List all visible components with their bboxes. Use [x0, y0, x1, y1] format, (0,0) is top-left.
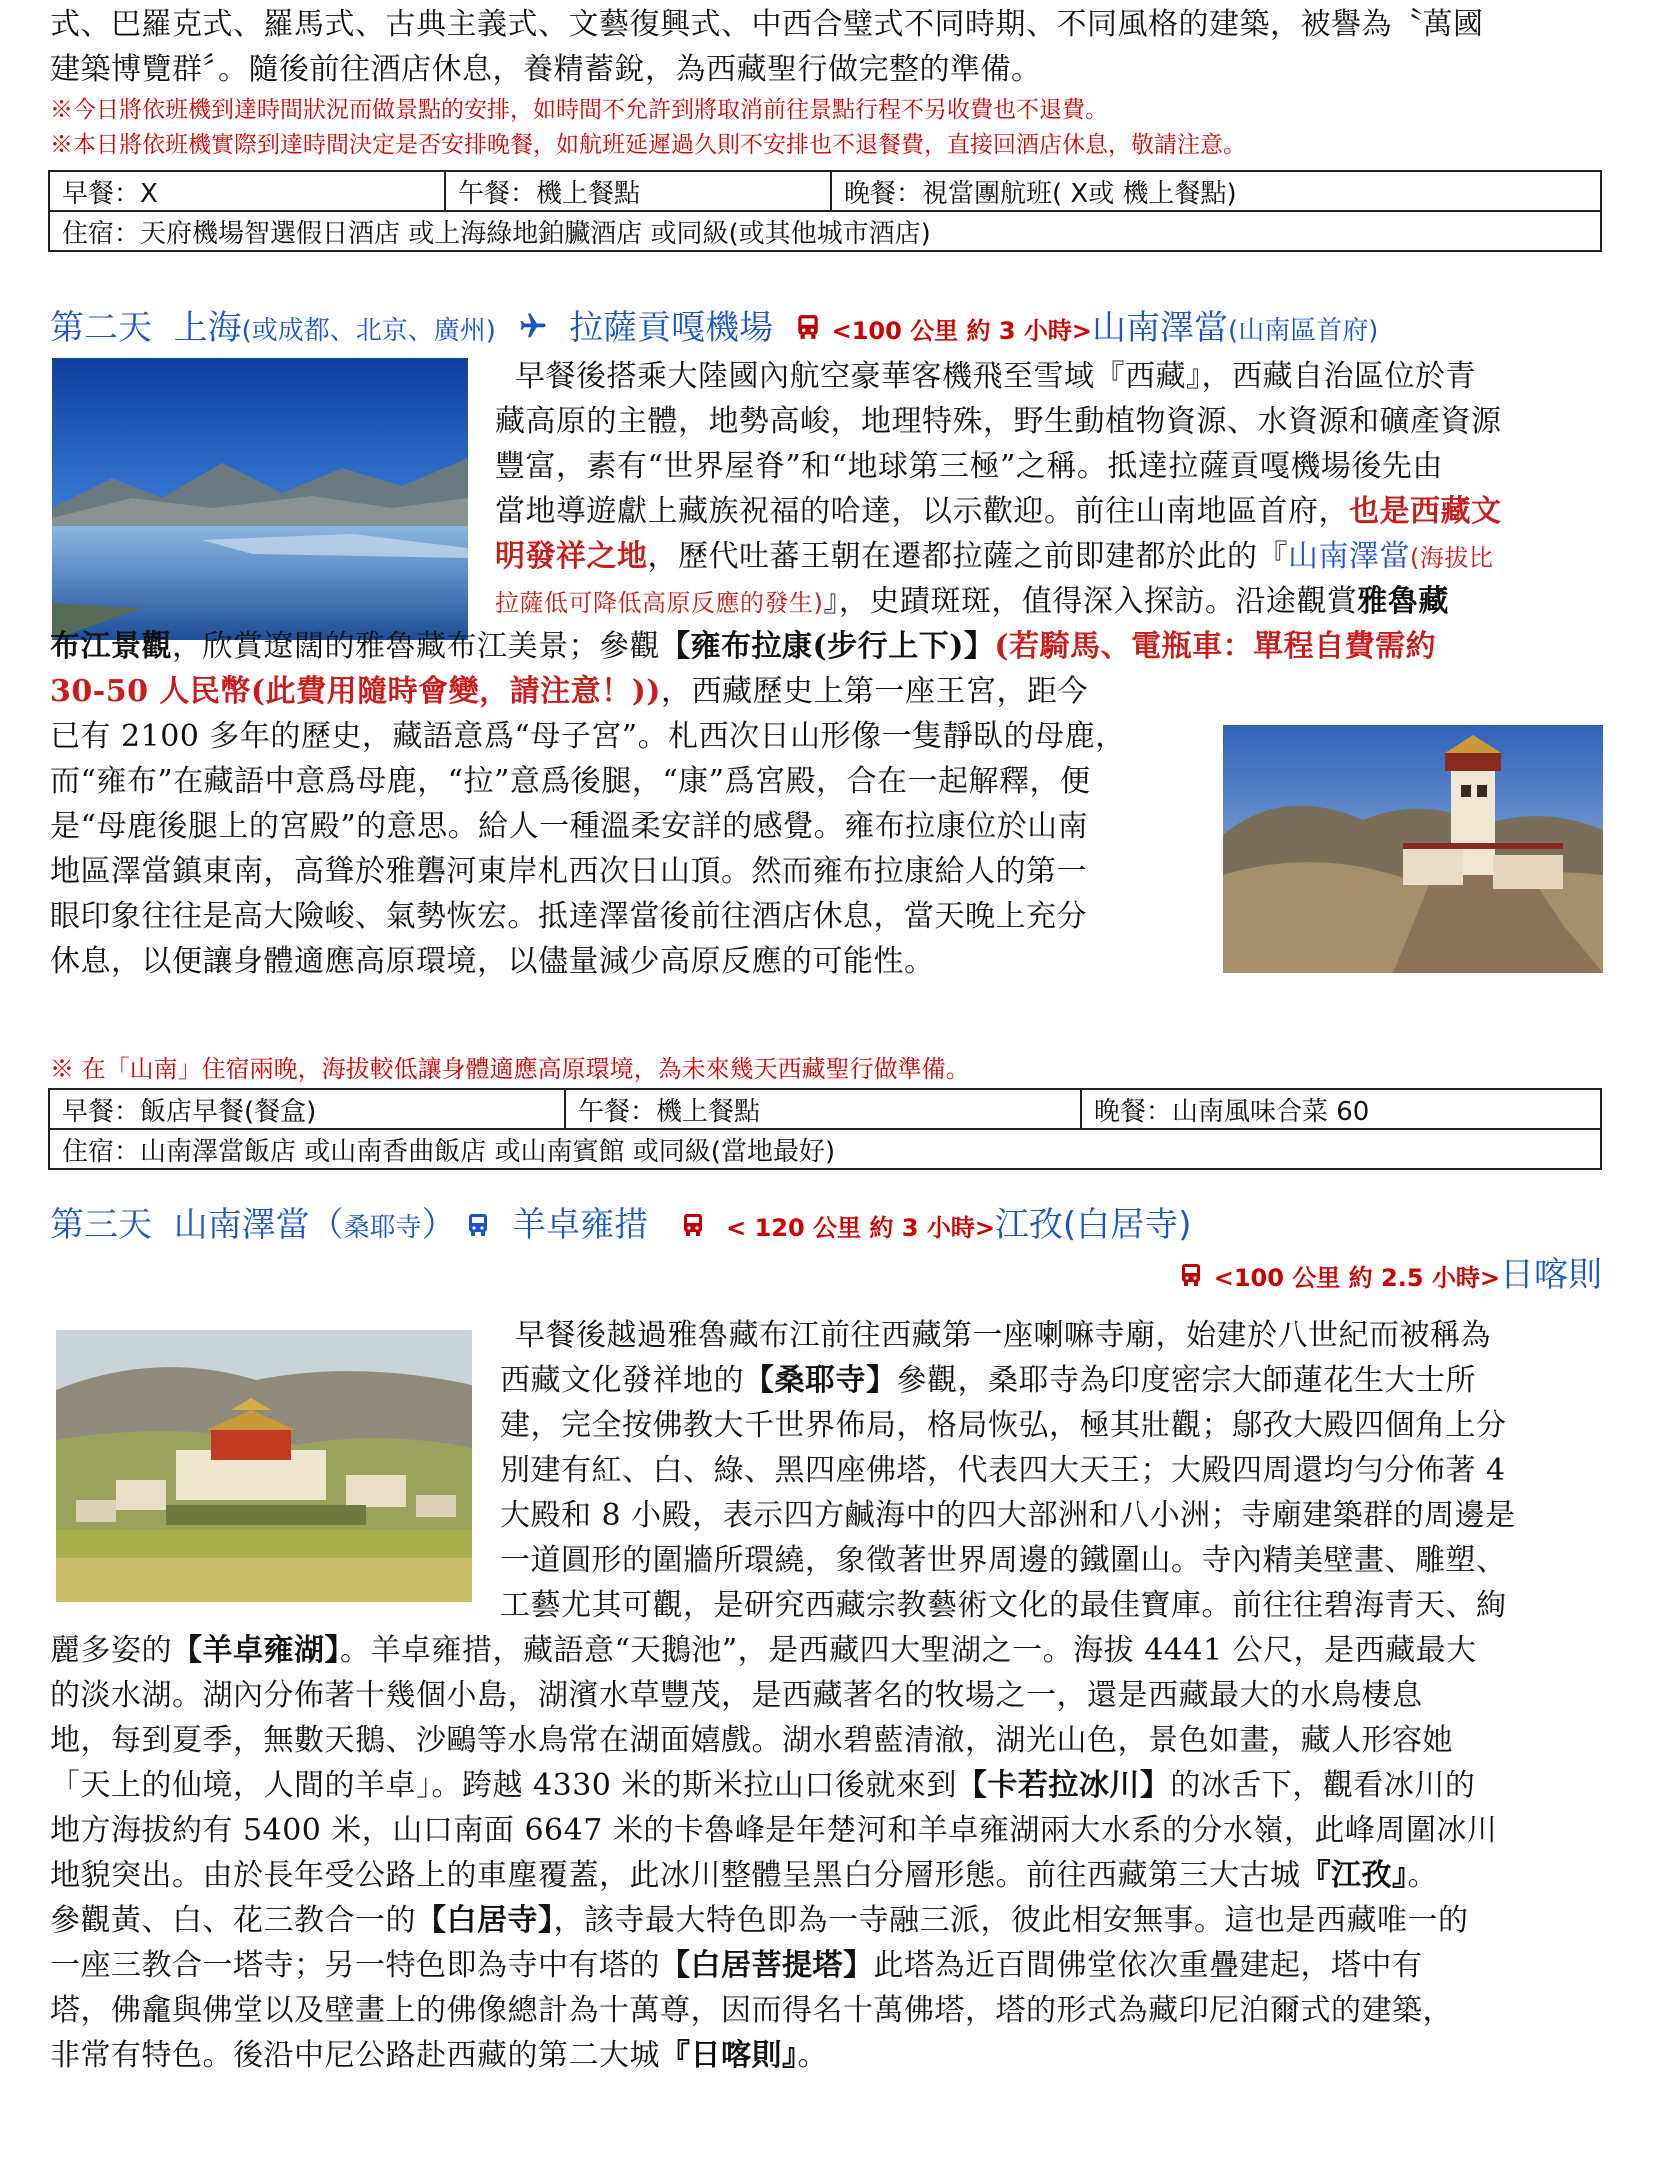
day3-from-close: ）	[421, 1205, 456, 1245]
day3-label: 第三天	[50, 1205, 152, 1245]
day2-fee-note-b: 30-50 人民幣(此費用隨時會變，請注意！))	[50, 674, 661, 709]
day2-line-13: 眼印象往往是高大險峻、氣勢恢宏。抵達澤當後前往酒店休息，當天晚上充分	[50, 899, 1087, 934]
day3-line-6: 一道圓形的圍牆所環繞，象徵著世界周邊的鐵圍山。寺內精美壁畫、雕塑、	[500, 1543, 1507, 1578]
day3-line-5: 大殿和 8 小殿，表示四方鹹海中的四大部洲和八小洲；寺廟建築群的周邊是	[500, 1498, 1516, 1533]
day2-distance: <100 公里 約 3 小時>	[831, 317, 1093, 345]
day3-karola: 【卡若拉冰川】	[956, 1768, 1171, 1803]
day3-line-14-a: 參觀黃、白、花三教合一的	[50, 1903, 416, 1938]
day3-line-7: 工藝尤其可觀，是研究西藏宗教藝術文化的最佳寶庫。前往往碧海青天、絢	[500, 1588, 1507, 1623]
day2-dest-note: (山南區首府)	[1228, 316, 1379, 346]
day2-line-14: 休息，以便讓身體適應高原環境，以儘量減少高原反應的可能性。	[50, 944, 935, 979]
day3-line-16: 塔，佛龕與佛堂以及壁畫上的佛像總計為十萬尊，因而得名十萬佛塔，塔的形式為藏印尼泊爾式的建築，	[50, 1993, 1453, 2028]
day3-line-17-c: 。	[797, 2038, 828, 2073]
intro-note-2: ※本日將依班機實際到達時間決定是否安排晚餐，如航班延遲過久則不安排也不退餐費，直接回酒店休息，敬請注意。	[50, 132, 1246, 158]
intro-line-2: 建築博覽群〞。隨後前往酒店休息，養精蓄銳，為西藏聖行做完整的準備。	[50, 52, 1042, 87]
day3-title-line2	[1179, 1250, 1602, 1303]
day3-shigatse: 『日喀則』	[660, 2038, 798, 2073]
intro-line-1: 式、巴羅克式、羅馬式、古典主義式、文藝復興式、中西合璧式不同時期、不同風格的建築，被譽為〝萬國	[50, 7, 1484, 42]
day3-line-9: 的淡水湖。湖內分佈著十幾個小島，湖濱水草豐茂，是西藏著名的牧場之一，還是西藏最大的水鳥棲息	[50, 1678, 1423, 1713]
day2-line-4	[495, 489, 1502, 534]
day3-line-2	[500, 1358, 1476, 1403]
day3-palcho: 【白居寺】	[416, 1903, 554, 1938]
day3-line-17-a: 非常有特色。後沿中尼公路赴西藏的第二大城	[50, 2038, 660, 2073]
dinner-cell: 晚餐：視當團航班( X或 機上餐點)	[831, 171, 1601, 211]
day2-line-12: 地區澤當鎮東南，高聳於雅礱河東岸札西次日山頂。然而雍布拉康給人的第一	[50, 854, 1087, 889]
breakfast-cell: 早餐：X	[49, 171, 445, 211]
day3-dest-1: 江孜(白居寺)	[994, 1205, 1192, 1245]
day3-line-15-c: 此塔為近百間佛堂依次重疊建起，塔中有	[873, 1948, 1423, 1983]
day3-line-8	[50, 1628, 1477, 1673]
day3-line-1: 早餐後越過雅魯藏布江前往西藏第一座喇嘛寺廟，始建於八世紀而被稱為	[515, 1318, 1491, 1353]
day2-line-6	[495, 579, 1449, 626]
day2-yarlung-b: 布江景觀	[50, 629, 172, 664]
bus-icon	[466, 1202, 490, 1252]
intro-note-1: ※今日將依班機到達時間狀況而做景點的安排，如時間不允許到將取消前往景點行程不另收費也不退費。	[50, 97, 1108, 123]
day2-from: 上海	[173, 308, 242, 348]
day3-distance-1: < 120 公里 約 3 小時>	[726, 1214, 995, 1242]
day3-line-14	[50, 1898, 1469, 1943]
day2-line-7	[50, 624, 1436, 669]
day2-line-8-text: ，西藏歷史上第一座王宮，距今	[660, 674, 1088, 709]
day3-line-11	[50, 1763, 1475, 1808]
day2-from-note: (或成都、北京、廣州)	[241, 316, 496, 346]
day3-line-2-c: 參觀，桑耶寺為印度密宗大師蓮花生大士所	[896, 1363, 1476, 1398]
day3-line-13-c: 。	[1407, 1858, 1438, 1893]
day2-altitude-note-b: 拉薩低可降低高原反應的發生)	[495, 589, 824, 617]
day2-highlight-birthplace-a: 也是西藏文	[1349, 494, 1502, 529]
hotel-cell: 住宿：天府機場智選假日酒店 或上海綠地鉑臟酒店 或同級(或其他城市酒店)	[49, 211, 1601, 251]
palace-photo	[1223, 725, 1603, 973]
day3-line-15-a: 一座三教合一塔寺；另一特色即為寺中有塔的	[50, 1948, 660, 1983]
day2-line-7-text: ，欣賞遼闊的雅魯藏布江美景；參觀	[172, 629, 660, 664]
day3-title	[50, 1200, 1191, 1253]
day3-samye: 【桑耶寺】	[744, 1363, 897, 1398]
lunch-cell: 午餐：機上餐點	[565, 1089, 1081, 1129]
bus-icon	[795, 305, 821, 355]
day3-line-3: 建，完全按佛教大千世界佈局，格局恢弘，極其壯觀；鄔孜大殿四個角上分	[500, 1408, 1507, 1443]
day2-line-9: 已有 2100 多年的歷史，藏語意爲“母子宮”。札西次日山形像一隻靜臥的母鹿，	[50, 719, 1126, 754]
day2-line-10: 而“雍布”在藏語中意爲母鹿，“拉”意爲後腿，“康”爲宮殿，合在一起解釋，便	[50, 764, 1091, 799]
meal-table-day2	[48, 1088, 1602, 1170]
day2-title	[50, 303, 1378, 356]
day3-line-4: 別建有紅、白、綠、黑四座佛塔，代表四大天王；大殿四周還均勻分佈著 4	[500, 1453, 1506, 1488]
day3-line-8-a: 麗多姿的	[50, 1633, 172, 1668]
day2-note: ※ 在「山南」住宿兩晚，海拔較低讓身體適應高原環境，為未來幾天西藏聖行做準備。	[50, 1055, 970, 1083]
day2-line-5-text: ，歷代吐蕃王朝在遷都拉薩之前即建都於此的『	[647, 539, 1288, 574]
day3-line-15	[50, 1943, 1423, 1988]
day3-line-10: 地，每到夏季，無數天鵝、沙鷗等水鳥常在湖面嬉戲。湖水碧藍清澈，湖光山色，景色如畫，藏人形容她	[50, 1723, 1453, 1758]
day2-line-4-text: 當地導遊獻上藏族祝福的哈達，以示歡迎。前往山南地區首府，	[495, 494, 1349, 529]
bus-icon	[1179, 1252, 1203, 1302]
day3-yamdrok: 【羊卓雍湖】	[172, 1633, 340, 1668]
day3-line-11-a: 「天上的仙境，人間的羊卓」。跨越 4330 米的斯米拉山口後就來到	[50, 1768, 957, 1803]
day2-airport: 拉薩貢嘎機場	[569, 308, 774, 348]
hotel-cell: 住宿：山南澤當飯店 或山南香曲飯店 或山南賓館 或同級(當地最好)	[49, 1129, 1601, 1169]
day2-line-3: 豐富，素有“世界屋脊”和“地球第三極”之稱。抵達拉薩貢嘎機場後先由	[495, 449, 1443, 484]
lunch-cell: 午餐：機上餐點	[445, 171, 831, 211]
day3-line-17	[50, 2033, 828, 2078]
day3-distance-2: <100 公里 約 2.5 小時>	[1213, 1264, 1500, 1292]
day2-line-1: 早餐後搭乘大陸國內航空豪華客機飛至雪域『西藏』，西藏自治區位於青	[515, 359, 1476, 394]
day2-shannan-link: 山南澤當	[1288, 539, 1410, 574]
day2-highlight-birthplace-b: 明發祥之地	[495, 539, 648, 574]
breakfast-cell: 早餐：飯店早餐(餐盒)	[49, 1089, 565, 1129]
day2-line-5	[495, 534, 1493, 581]
day3-line-8-c: 。羊卓雍措，藏語意“天鵝池”，是西藏四大聖湖之一。海拔 4441 公尺，是西藏最大	[340, 1633, 1477, 1668]
day3-line-2-a: 西藏文化發祥地的	[500, 1363, 744, 1398]
day2-dest: 山南澤當	[1092, 308, 1229, 348]
lake-photo	[52, 358, 468, 640]
day2-line-6-text: 』，史蹟斑斑，值得深入探訪。沿途觀賞	[823, 584, 1358, 619]
day2-line-11: 是“母鹿後腿上的宮殿”的意思。給人一種溫柔安詳的感覺。雍布拉康位於山南	[50, 809, 1089, 844]
airplane-icon	[518, 305, 548, 355]
day3-line-13	[50, 1853, 1438, 1898]
day3-mid: 羊卓雍措	[512, 1205, 649, 1245]
day3-kumbum: 【白居菩提塔】	[660, 1948, 874, 1983]
meal-table-day1	[48, 170, 1602, 252]
day2-line-8	[50, 669, 1088, 714]
day2-label: 第二天	[50, 308, 152, 348]
day3-dest-2: 日喀則	[1500, 1255, 1602, 1295]
dinner-cell: 晚餐：山南風味合菜 60	[1081, 1089, 1601, 1129]
bus-icon	[681, 1202, 705, 1252]
day2-altitude-note-a: (海拔比	[1410, 544, 1494, 572]
day2-fee-note-a: (若騎馬、電瓶車：單程自費需約	[994, 629, 1437, 664]
day3-line-14-c: ，該寺最大特色即為一寺融三派，彼此相安無事。這也是西藏唯一的	[553, 1903, 1469, 1938]
day2-yumbulagang: 【雍布拉康(步行上下)】	[660, 629, 995, 664]
day2-line-2: 藏高原的主體，地勢高峻，地理特殊，野生動植物資源、水資源和礦產資源	[495, 404, 1502, 439]
day3-gyantse: 『江孜』	[1300, 1858, 1408, 1893]
day2-yarlung-a: 雅魯藏	[1357, 584, 1449, 619]
day3-from: 山南澤當（	[173, 1205, 344, 1245]
day3-line-13-a: 地貌突出。由於長年受公路上的車塵覆蓋，此冰川整體呈黑白分層形態。前往西藏第三大古城	[50, 1858, 1301, 1893]
day3-line-11-c: 的冰舌下，觀看冰川的	[1170, 1768, 1476, 1803]
day3-line-12: 地方海拔約有 5400 米，山口南面 6647 米的卡魯峰是年楚河和羊卓雍湖兩大水系的分水嶺，此峰周圍冰川	[50, 1813, 1498, 1848]
monastery-photo	[56, 1330, 472, 1602]
day3-from-note: 桑耶寺	[343, 1213, 422, 1243]
